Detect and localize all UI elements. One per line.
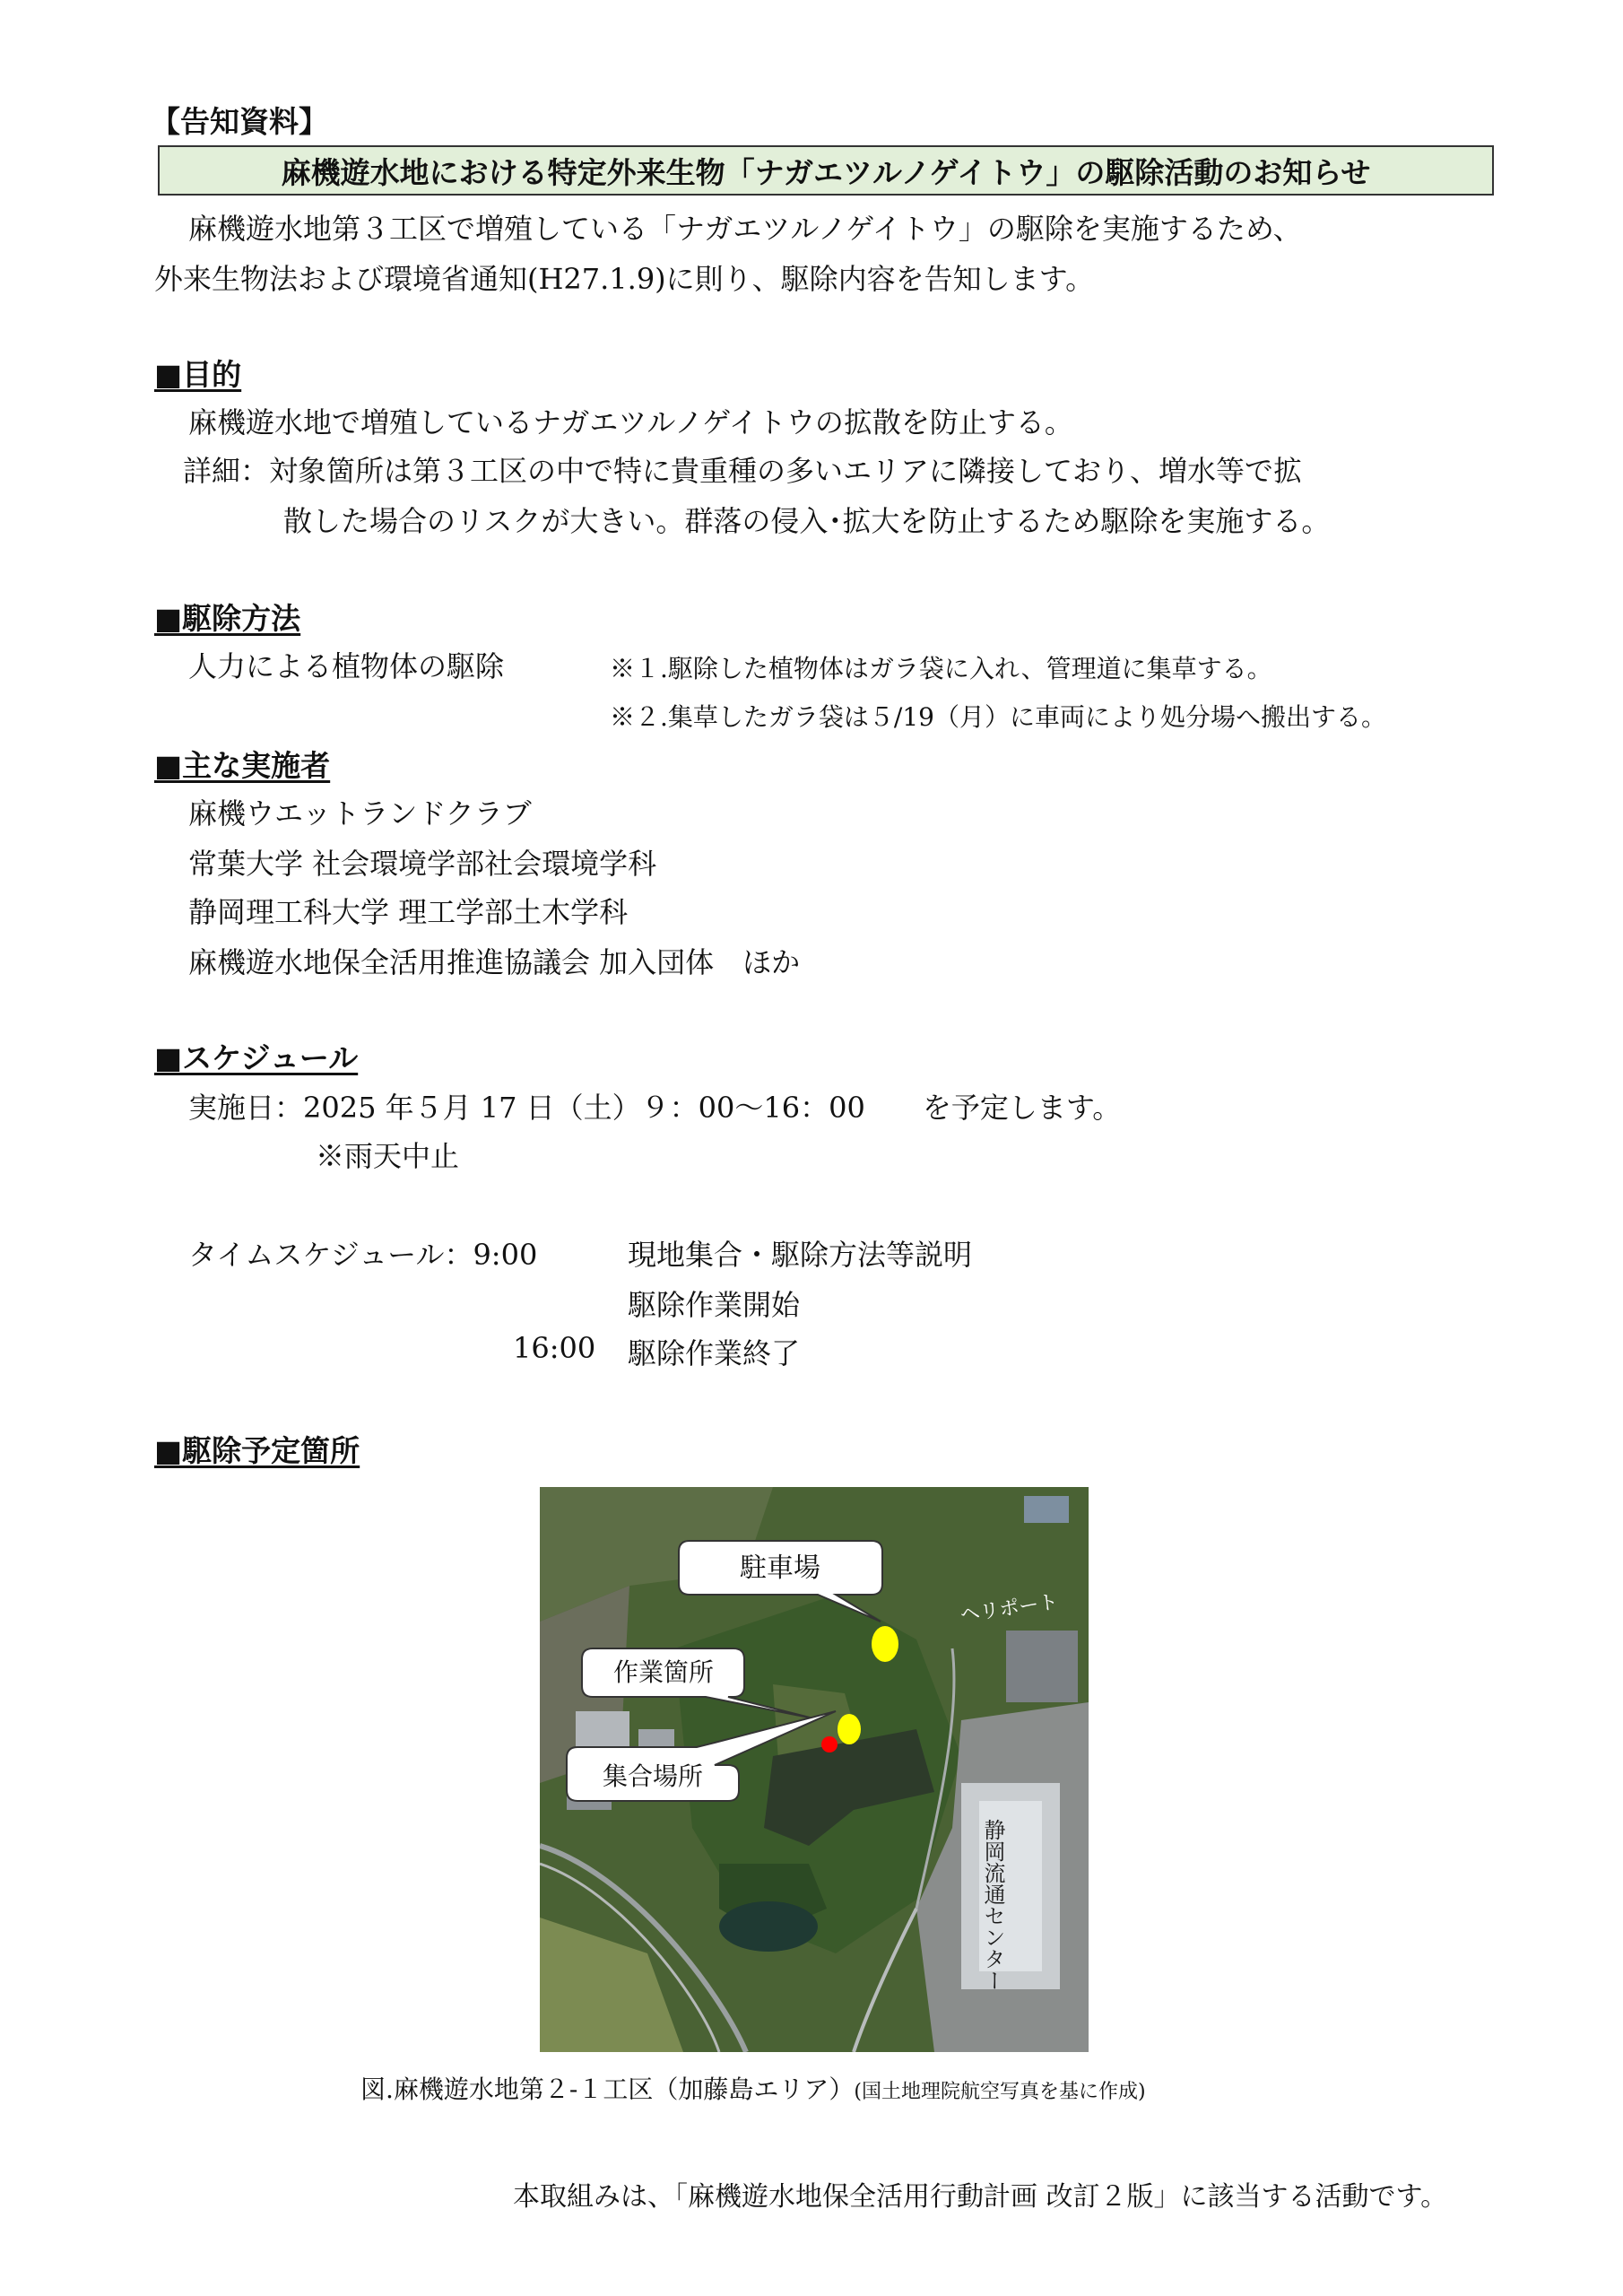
purpose-detail-1: 詳細：対象箇所は第３工区の中で特に貴重種の多いエリアに隣接しており、増水等で拡	[183, 454, 1303, 488]
label-distribution-center: 静岡流通センター	[980, 1819, 1005, 1991]
document-title: 麻機遊水地における特定外来生物「ナガエツルノゲイトウ」の駆除活動のお知らせ	[158, 145, 1494, 196]
method-heading: ■駆除方法	[154, 601, 301, 636]
implementer-item: 麻機ウエットランドクラブ	[188, 796, 532, 831]
map-caption-text: 図.麻機遊水地第２-１工区（加藤島エリア）	[360, 2074, 855, 2104]
implementer-item: 静岡理工科大学 理工学部土木学科	[188, 895, 629, 929]
implementers-heading: ■主な実施者	[154, 748, 331, 783]
footer-note: 本取組みは、「麻機遊水地保全活用行動計画 改訂２版」に該当する活動です。	[513, 2181, 1448, 2213]
implementer-item: 常葉大学 社会環境学部社会環境学科	[188, 847, 657, 881]
label-heliport: ヘリポート	[959, 1590, 1060, 1627]
schedule-date: 実施日：2025 年５月 17 日（土）９：00～16：00 を予定します。	[188, 1091, 1122, 1125]
map-caption-source: (国土地理院航空写真を基に作成)	[854, 2081, 1146, 2103]
meeting-point-marker	[821, 1736, 838, 1752]
timetable-time-3: 16:00	[513, 1331, 596, 1365]
implementer-item: 麻機遊水地保全活用推進協議会 加入団体 ほか	[188, 945, 801, 979]
purpose-heading: ■目的	[154, 357, 242, 392]
purpose-line: 麻機遊水地で増殖しているナガエツルノゲイトウの拡散を防止する。	[188, 405, 1073, 439]
label-parking: 駐車場	[740, 1552, 820, 1584]
notice-heading: 【告知資料】	[151, 104, 328, 139]
map-caption	[360, 2070, 1146, 2106]
work-site-marker	[838, 1714, 861, 1744]
timetable-activity-2: 駆除作業開始	[628, 1288, 801, 1322]
location-heading: ■駆除予定箇所	[154, 1433, 360, 1468]
timetable-activity-3: 駆除作業終了	[628, 1336, 801, 1370]
label-work-site: 作業箇所	[612, 1657, 715, 1687]
aerial-map	[540, 1487, 1089, 2052]
rain-note: ※雨天中止	[316, 1139, 460, 1173]
intro-line-1: 麻機遊水地第３工区で増殖している「ナガエツルノゲイトウ」の駆除を実施するため、	[188, 212, 1302, 246]
parking-marker	[872, 1626, 898, 1662]
method-note-2: ※２.集草したガラ袋は５/19（月）に車両により処分場へ搬出する。	[610, 702, 1386, 732]
timetable-activity-1: 現地集合・駆除方法等説明	[628, 1238, 973, 1272]
method-line: 人力による植物体の駆除	[188, 649, 505, 683]
label-meeting-point: 集合場所	[602, 1761, 704, 1791]
schedule-heading: ■スケジュール	[154, 1040, 359, 1075]
purpose-detail-2: 散した場合のリスクが大きい。群落の侵入･拡大を防止するため駆除を実施する。	[283, 504, 1331, 538]
timetable-label: タイムスケジュール：9:00	[188, 1238, 538, 1272]
intro-line-2: 外来生物法および環境省通知(H27.1.9)に則り、駆除内容を告知します。	[154, 262, 1095, 296]
method-note-1: ※１.駆除した植物体はガラ袋に入れ、管理道に集草する。	[610, 654, 1272, 683]
